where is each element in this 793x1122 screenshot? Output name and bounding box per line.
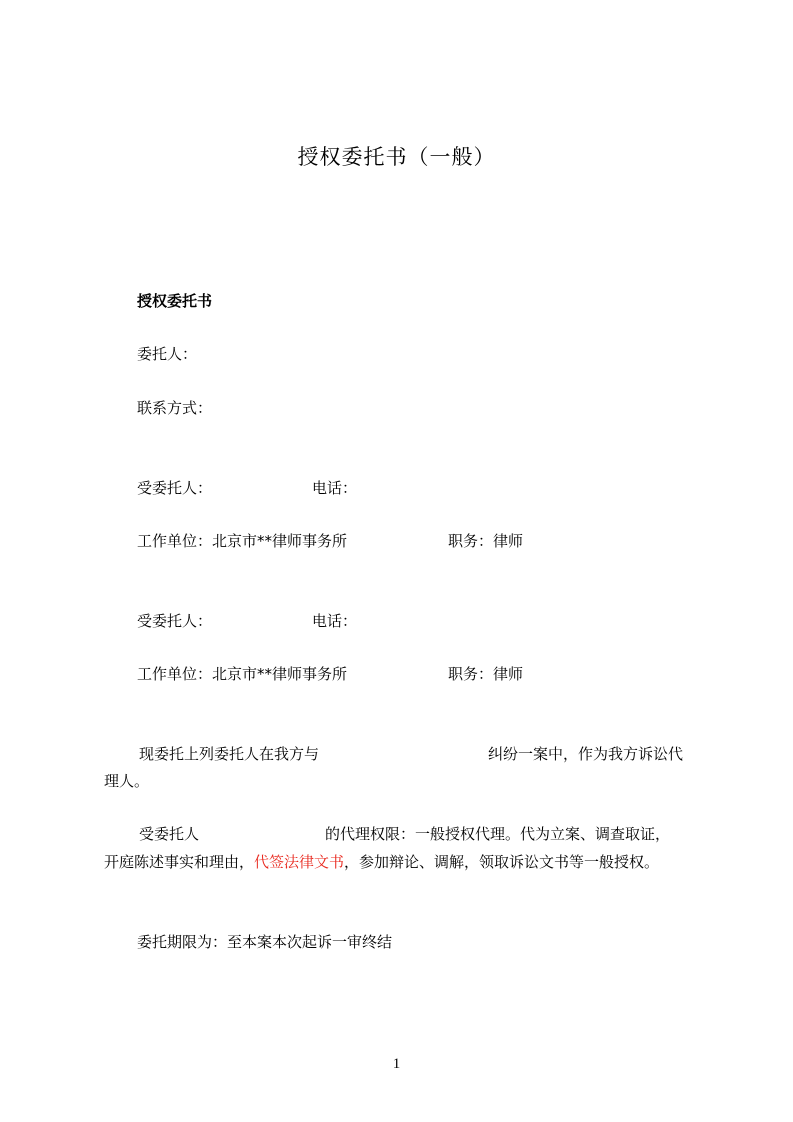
contact-label: 联系方式： bbox=[137, 399, 213, 417]
delegation-text-part3: 理人。 bbox=[104, 772, 150, 790]
agent-1-phone-label: 电话： bbox=[312, 479, 358, 497]
agent-2-phone-label: 电话： bbox=[312, 612, 358, 630]
authority-text-part1: 的代理权限：一般授权代理。代为立案、调查取证， bbox=[325, 825, 671, 843]
term-text: 委托期限为：至本案本次起诉一审终结 bbox=[137, 933, 393, 951]
agent-2-label: 受委托人： bbox=[137, 612, 213, 630]
agent-1-position: 职务：律师 bbox=[448, 532, 524, 550]
authority-text-part3: ，参加辩论、调解，领取诉讼文书等一般授权。 bbox=[344, 853, 660, 871]
page-number: 1 bbox=[392, 1056, 401, 1072]
agent-1-workplace: 工作单位：北京市**律师事务所 bbox=[137, 532, 348, 550]
agent-1-label: 受委托人： bbox=[137, 479, 213, 497]
principal-label: 委托人： bbox=[137, 345, 198, 363]
delegation-text-part1: 现委托上列委托人在我方与 bbox=[139, 745, 320, 763]
authority-lead: 受委托人 bbox=[139, 825, 200, 843]
section-heading: 授权委托书 bbox=[137, 292, 213, 310]
agent-2-position: 职务：律师 bbox=[448, 665, 524, 683]
authority-line-2 bbox=[104, 852, 659, 872]
agent-2-workplace: 工作单位：北京市**律师事务所 bbox=[137, 665, 348, 683]
delegation-text-part2: 纠纷一案中，作为我方诉讼代 bbox=[488, 745, 684, 763]
authority-highlight: 代签法律文书 bbox=[254, 853, 345, 871]
authority-text-part2: 开庭陈述事实和理由， bbox=[104, 853, 255, 871]
document-title: 授权委托书（一般） bbox=[297, 145, 496, 169]
